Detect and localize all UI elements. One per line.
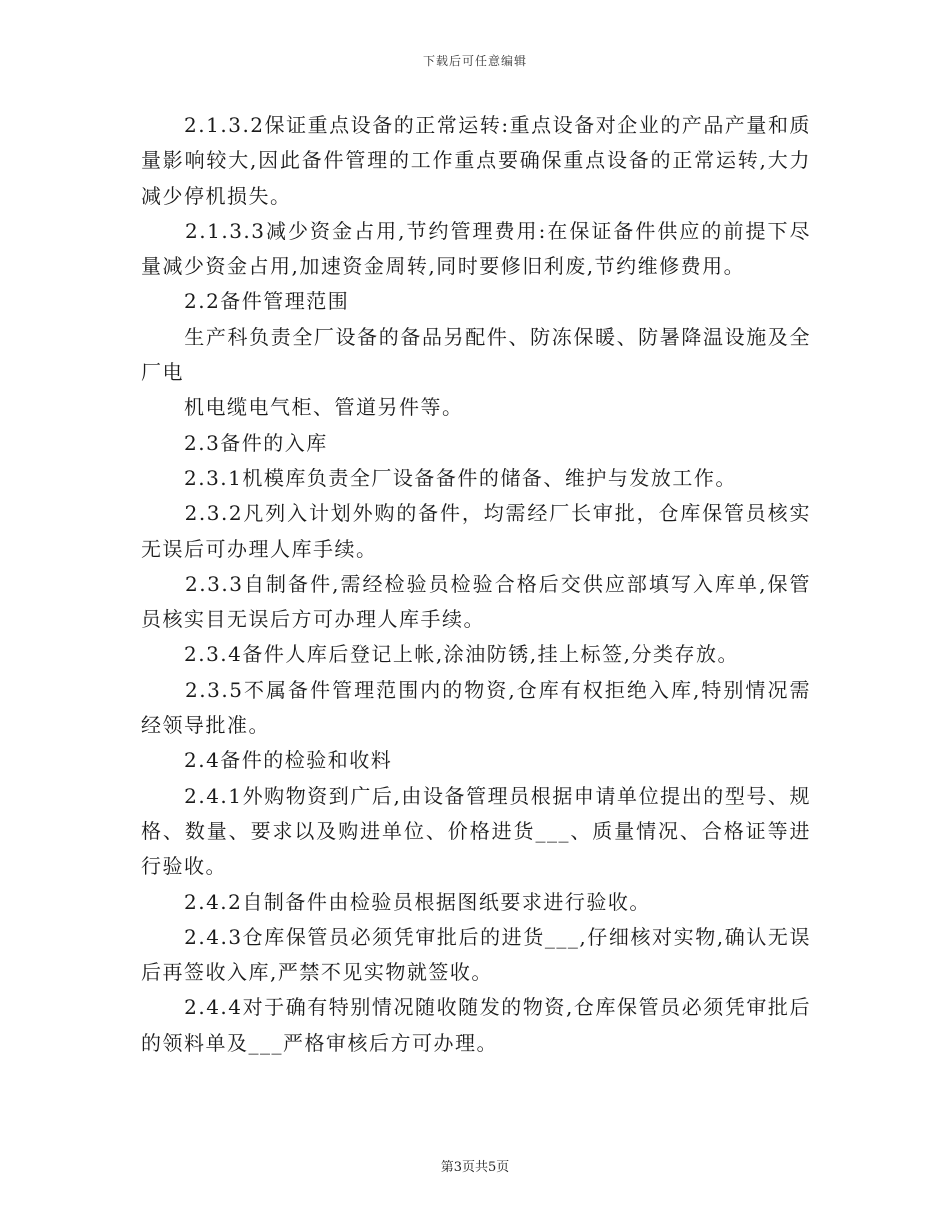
page-header: 下载后可任意编辑 [422,54,527,68]
paragraph-2-4-4: 2.4.4对于确有特别情况随收随发的物资,仓库保管员必须凭审批后的领料单及___严格审核后方可办理。 [141,995,811,1055]
paragraph-2-4-3: 2.4.3仓库保管员必须凭审批后的进货___,仔细核对实物,确认无误后再签收入库,严禁不见实物就签收。 [141,924,811,985]
paragraph-scope-line-1: 生产科负责全厂设备的备品另配件、防冻保暖、防暑降温设施及全厂电 [141,324,811,385]
paragraph-2-3-5: 2.3.5不属备件管理范围内的物资,仓库有权拒绝入库,特别情况需经领导批准。 [141,677,811,738]
heading-2-4: 2.4备件的检验和收料 [141,748,393,773]
paragraph-2-3-2: 2.3.2凡列入计划外购的备件，均需经厂长审批，仓库保管员核实无误后可办理人库手续。 [141,501,811,561]
heading-2-3: 2.3备件的入库 [141,430,328,455]
document-body [141,108,811,1061]
paragraph-2-1-3-3: 2.1.3.3减少资金占用,节约管理费用:在保证备件供应的前提下尽量减少资金占用,加速资金周转,同时要修旧利废,节约维修费用。 [141,218,811,279]
paragraph-2-4-2: 2.4.2自制备件由检验员根据图纸要求进行验收。 [141,889,651,914]
page-number-footer: 第3页共5页 [440,1160,510,1175]
paragraph-2-3-3: 2.3.3自制备件,需经检验员检验合格后交供应部填写入库单,保管员核实目无误后方可办理人库手续。 [141,571,811,632]
paragraph-2-4-1: 2.4.1外购物资到广后,由设备管理员根据申请单位提出的型号、规格、数量、要求以及购进单位、价格进货___、质量情况、合格证等进行验收。 [141,783,811,879]
heading-2-2: 2.2备件管理范围 [141,289,350,314]
paragraph-2-3-4: 2.3.4备件人库后登记上帐,涂油防锈,挂上标签,分类存放。 [141,642,739,667]
paragraph-2-1-3-2: 2.1.3.2保证重点设备的正常运转:重点设备对企业的产品产量和质量影响较大,因此备件管理的工作重点要确保重点设备的正常运转,大力减少停机损失。 [141,113,811,208]
paragraph-2-3-1: 2.3.1机模库负责全厂设备备件的储备、维护与发放工作。 [141,465,737,490]
paragraph-scope-line-2: 机电缆电气柜、管道另件等。 [141,395,464,420]
